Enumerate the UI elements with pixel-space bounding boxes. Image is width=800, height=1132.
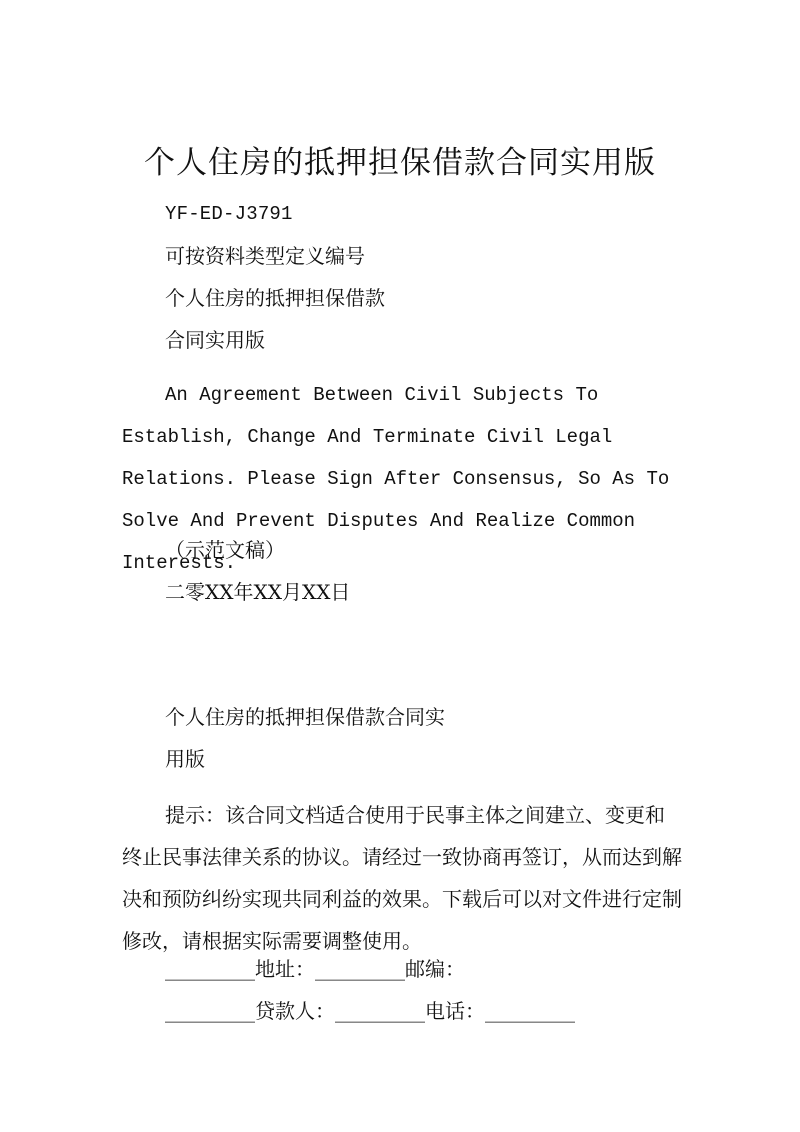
document-code-note: 可按资料类型定义编号 — [165, 244, 365, 268]
lender-phone-fields: _________贷款人：_________电话：_________ — [165, 999, 575, 1023]
body-title-line-2: 用版 — [165, 747, 205, 771]
english-paragraph: An Agreement Between Civil Subjects To Establish, Change And Terminate Civil Legal Relations. Please Sign After Consensus, So As To Solve And Prevent Disputes And Realize Common Interests. — [122, 384, 670, 574]
document-code: YF-ED-J3791 — [165, 203, 293, 225]
sample-note: （示范文稿） — [165, 538, 285, 562]
date-line: 二零XX年XX月XX日 — [165, 580, 351, 604]
address-postcode-fields: _________地址：_________邮编： — [165, 957, 465, 981]
subtitle-line-1: 个人住房的抵押担保借款 — [165, 286, 385, 310]
body-title-line-1: 个人住房的抵押担保借款合同实 — [165, 705, 445, 729]
document-title: 个人住房的抵押担保借款合同实用版 — [144, 144, 656, 181]
tip-paragraph: 提示：该合同文档适合使用于民事主体之间建立、变更和终止民事法律关系的协议。请经过一致协商再签订，从而达到解决和预防纠纷实现共同利益的效果。下载后可以对文件进行定制修改，请根据实际需要调整使用。 — [122, 803, 682, 953]
subtitle-line-2: 合同实用版 — [165, 328, 265, 352]
